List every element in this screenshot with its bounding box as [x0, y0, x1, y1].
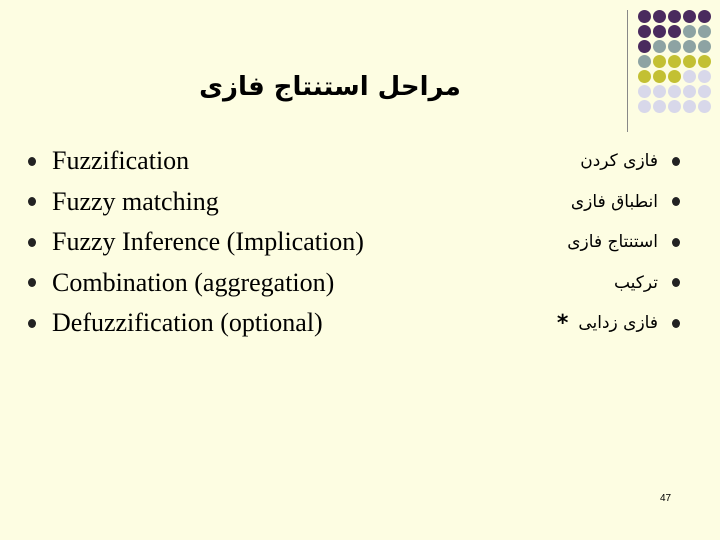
bullet-icon [672, 238, 680, 247]
decorative-dot [638, 10, 651, 23]
decorative-dot [668, 55, 681, 68]
decorative-dot [638, 25, 651, 38]
decorative-dot [653, 40, 666, 53]
persian-step-item [470, 222, 680, 263]
bullet-icon [28, 157, 36, 166]
decorative-dot [653, 25, 666, 38]
decorative-dot [698, 85, 711, 98]
decorative-dot [653, 70, 666, 83]
english-step-item [28, 141, 364, 182]
english-step-label: Combination (aggregation) [52, 267, 335, 297]
decorative-dot [683, 55, 696, 68]
english-step-label: Fuzzy matching [52, 186, 219, 216]
decorative-dot [683, 25, 696, 38]
bullet-icon [672, 278, 680, 287]
persian-step-label: فازی کردن [580, 151, 658, 172]
optional-marker: * [556, 310, 569, 336]
english-step-item [28, 263, 364, 304]
decorative-dot [638, 85, 651, 98]
decorative-dot [668, 40, 681, 53]
slide-title: مراحل استنتاج فازی [199, 72, 461, 102]
decorative-dot [638, 70, 651, 83]
decorative-dot [683, 10, 696, 23]
bullet-icon [28, 319, 36, 328]
bullet-icon [28, 238, 36, 247]
decorative-dot [698, 10, 711, 23]
decorative-dot [668, 25, 681, 38]
bullet-icon [672, 319, 680, 328]
decorative-dot [668, 70, 681, 83]
decorative-dot-grid [638, 10, 720, 120]
bullet-icon [672, 157, 680, 166]
decorative-dot [683, 100, 696, 113]
decorative-dot [698, 40, 711, 53]
persian-step-label: انطباق فازی [570, 191, 658, 212]
page-number: 47 [660, 493, 672, 504]
persian-step-item [470, 263, 680, 304]
decorative-dot [683, 40, 696, 53]
bullet-icon [672, 197, 680, 206]
decorative-dot [653, 85, 666, 98]
decorative-dot [638, 100, 651, 113]
decorative-dot [698, 70, 711, 83]
persian-step-item [470, 303, 680, 344]
decorative-dot [698, 25, 711, 38]
english-step-item [28, 303, 364, 344]
decorative-dot [668, 100, 681, 113]
persian-step-label: فازی زدایی [578, 313, 658, 334]
decorative-dot [638, 55, 651, 68]
persian-step-label: استنتاج فازی [567, 232, 658, 253]
persian-step-label: ترکیب [613, 272, 658, 293]
divider-line [627, 10, 628, 132]
decorative-dot [653, 10, 666, 23]
decorative-dot [668, 10, 681, 23]
decorative-dot [653, 100, 666, 113]
english-steps-list [28, 141, 364, 344]
english-step-item [28, 182, 364, 223]
persian-steps-list [470, 141, 680, 344]
decorative-dot [683, 85, 696, 98]
decorative-dot [698, 55, 711, 68]
decorative-dot [668, 85, 681, 98]
bullet-icon [28, 278, 36, 287]
english-step-item [28, 222, 364, 263]
english-step-label: Fuzzification [52, 146, 190, 176]
english-step-label: Defuzzification (optional) [52, 308, 323, 338]
decorative-dot [683, 70, 696, 83]
persian-step-item [470, 141, 680, 182]
decorative-dot [638, 40, 651, 53]
english-step-label: Fuzzy Inference (Implication) [52, 227, 364, 257]
bullet-icon [28, 197, 36, 206]
decorative-dot [653, 55, 666, 68]
persian-step-item [470, 182, 680, 223]
decorative-dot [698, 100, 711, 113]
